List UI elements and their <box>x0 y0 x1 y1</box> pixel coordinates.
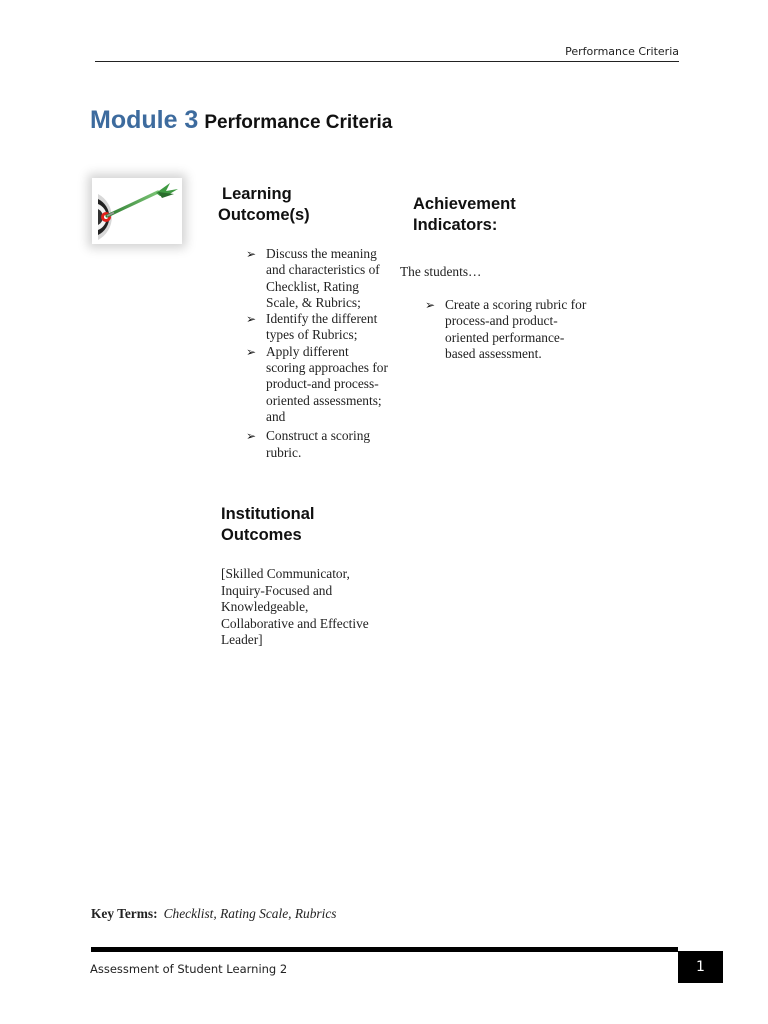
institutional-outcomes-text: [Skilled Communicator, Inquiry-Focused and Knowledgeable, Collaborative and Effective Leader] <box>221 566 369 647</box>
learning-outcomes-heading: Learning Outcome(s) <box>218 185 310 224</box>
achievement-indicators-list <box>425 297 590 362</box>
arrowhead-bullet-icon: ➢ <box>246 247 257 261</box>
learning-outcomes-list <box>246 246 391 461</box>
achievement-indicators-heading: Achievement Indicators: <box>413 195 516 234</box>
students-intro: The students… <box>400 264 482 279</box>
list-item: ➢ Create a scoring rubric for process-and product-oriented performance-based assessment. <box>425 297 587 361</box>
key-terms <box>91 906 337 922</box>
dart-target-icon <box>92 178 182 244</box>
footer-course-title: Assessment of Student Learning 2 <box>90 962 288 976</box>
arrowhead-bullet-icon: ➢ <box>246 344 257 359</box>
module-title <box>90 106 392 135</box>
module-number: Module 3 <box>90 106 199 134</box>
list-item: ➢ Identify the different types of Rubrics; <box>246 311 378 343</box>
page-number: 1 <box>678 951 723 983</box>
institutional-outcomes-heading: Institutional Outcomes <box>221 505 315 544</box>
arrowhead-bullet-icon: ➢ <box>246 429 257 444</box>
footer-rule <box>91 947 678 952</box>
key-terms-label: Key Terms: <box>91 906 158 921</box>
running-header: Performance Criteria <box>95 45 679 62</box>
list-item: ➢ Discuss the meaning and characteristics of Checklist, Rating Scale, & Rubrics; <box>246 246 380 310</box>
list-item: ➢ Construct a scoring rubric. <box>246 428 371 460</box>
module-name: Performance Criteria <box>204 112 393 133</box>
list-item: ➢ Apply different scoring approaches for product-and process-oriented assessments; and <box>246 343 388 424</box>
arrowhead-bullet-icon: ➢ <box>246 312 257 327</box>
arrowhead-bullet-icon: ➢ <box>425 298 436 312</box>
key-terms-list: Checklist, Rating Scale, Rubrics <box>163 906 337 921</box>
